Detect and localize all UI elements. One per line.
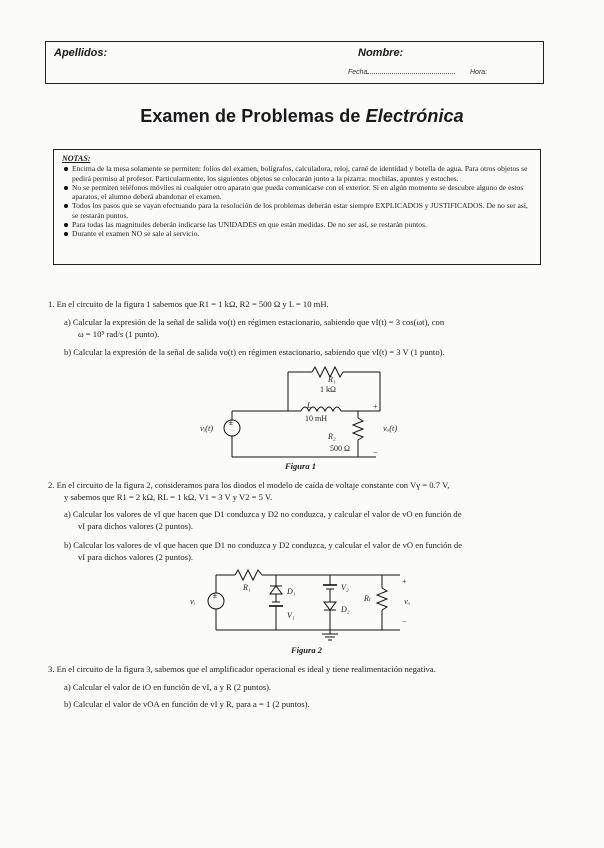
fig1-vo-label: vₒ(t) bbox=[383, 423, 398, 433]
note-item: Todos los pasos que se vayan efectuando para la resolución de los problemas deberán estar siempre EXPLICADOS y JUSTIFICADOS. De no ser así, se restarán puntos. bbox=[72, 201, 534, 220]
fig1-vi-label: vᵢ(t) bbox=[200, 423, 214, 433]
surname-label: Apellidos: bbox=[54, 47, 108, 59]
title-subject: Electrónica bbox=[365, 106, 464, 126]
date-label: Fecha bbox=[348, 69, 368, 76]
problem-3a: a) Calcular el valor de iO en función de vI, a y R (2 puntos). bbox=[64, 682, 272, 692]
fig1-l-label: L bbox=[307, 401, 312, 410]
fig1-l-value: 10 mH bbox=[305, 414, 327, 423]
problem-2a-cont: vI para dichos valores (2 puntos). bbox=[78, 521, 194, 531]
time-label: Hora: bbox=[470, 69, 488, 76]
note-item: No se permiten teléfonos móviles ni cualquier otro aparato que pueda comunicarse con el exterior. Si en algún momento se descubre alguno de estos aparatos, el alumno deberá abandonar el examen. bbox=[72, 183, 534, 202]
figure-1-caption: Figura 1 bbox=[285, 461, 316, 471]
problem-2-statement: 2. En el circuito de la figura 2, consideramos para los diodos el modelo de caída de voltaje constante con Vγ = 0.7 V, bbox=[48, 480, 450, 490]
fig2-v1-label: V₁ bbox=[287, 611, 295, 620]
fig2-r1-label: R₁ bbox=[243, 583, 251, 592]
fig2-d2-label: D₂ bbox=[341, 605, 350, 614]
problem-2b-cont: vI para dichos valores (2 puntos). bbox=[78, 552, 194, 562]
fig2-source-plus: ± bbox=[213, 593, 217, 600]
problem-1b: b) Calcular la expresión de la señal de salida vo(t) en régimen estacionario, sabiendo que vI(t) = 3 V (1 punto). bbox=[64, 347, 445, 357]
problem-3b: b) Calcular el valor de vOA en función de vI y R, para a = 1 (2 puntos). bbox=[64, 699, 310, 709]
problem-3-statement: 3. En el circuito de la figura 3, sabemos que el amplificador operacional es ideal y tiene realimentación negativa. bbox=[48, 664, 436, 674]
problem-2-statement-cont: y sabemos que R1 = 2 kΩ, RL = 1 kΩ, V1 = 3 V y V2 = 5 V. bbox=[64, 492, 273, 502]
fig2-minus: − bbox=[402, 617, 407, 626]
fig1-r2-value: 500 Ω bbox=[330, 444, 350, 453]
problem-2a: a) Calcular los valores de vI que hacen que D1 conduzca y D2 no conduzca, y calcular el valor de vO en función de bbox=[64, 509, 462, 519]
problem-1a: a) Calcular la expresión de la señal de salida vo(t) en régimen estacionario, sabiendo que vI(t) = 3 cos(ωt), con bbox=[64, 317, 445, 327]
fig2-plus: + bbox=[402, 577, 407, 586]
fig1-source-plus: ± bbox=[229, 420, 233, 427]
problem-1a-cont: ω = 10⁵ rad/s (1 punto). bbox=[78, 329, 160, 339]
note-item: Durante el examen NO se sale al servicio. bbox=[72, 229, 534, 238]
name-label: Nombre: bbox=[358, 47, 404, 59]
fig2-vi-label: vᵢ bbox=[190, 596, 196, 606]
figure-2-caption: Figura 2 bbox=[291, 645, 322, 655]
problem-2b: b) Calcular los valores de vI que hacen que D1 no conduzca y D2 conduzca, y calcular el valor de vO en función de bbox=[64, 540, 463, 550]
note-item: Encima de la mesa solamente se permiten: folios del examen, bolígrafos, calculadora, reloj, carné de identidad y botella de agua. Para otros objetos se pedirá permiso al profesor. Particularmente, los siguientes objetos se colocarán junto a la pizarra: mochilas, apuntes y estuches. bbox=[72, 164, 534, 183]
fig1-r2-label: R₂ bbox=[328, 432, 336, 441]
note-item: Para todas las magnitudes deberán indicarse las UNIDADES en que están medidas. De no ser así, se restarán puntos. bbox=[72, 220, 534, 229]
fig2-d1-label: D₁ bbox=[287, 587, 296, 596]
fig2-vo-label: vₒ bbox=[404, 596, 411, 606]
fig1-minus: − bbox=[373, 448, 378, 457]
fig1-r1-value: 1 kΩ bbox=[320, 385, 336, 394]
notes-heading: NOTAS: bbox=[62, 154, 91, 163]
fig1-plus: + bbox=[373, 402, 378, 411]
title-prefix: Examen de Problemas de bbox=[140, 106, 366, 126]
fig2-rl-label: Rₗ bbox=[364, 594, 371, 603]
fig2-v2-label: V₂ bbox=[341, 583, 349, 592]
fig1-r1-label: R₁ bbox=[328, 375, 336, 384]
problem-1-statement: 1. En el circuito de la figura 1 sabemos que R1 = 1 kΩ, R2 = 500 Ω y L = 10 mH. bbox=[48, 299, 329, 309]
